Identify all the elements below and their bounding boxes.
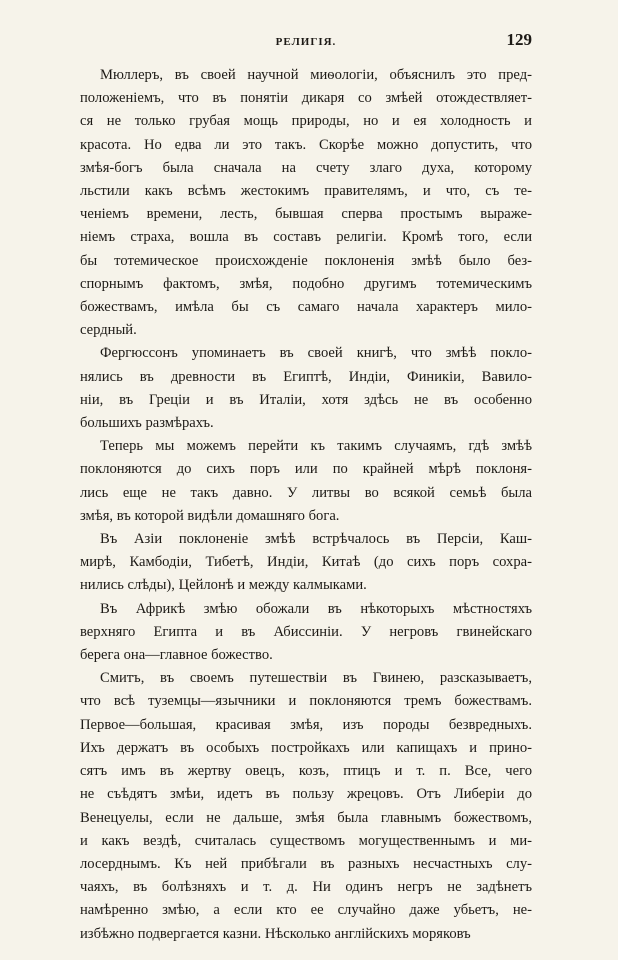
text-line: Теперь мы можемъ перейти къ такимъ случаямъ, гдѣ змѣѣ xyxy=(100,438,532,455)
body-text xyxy=(80,64,532,946)
text-line: поклоняются до сихъ поръ или по крайней мѣрѣ поклоня- xyxy=(80,461,532,478)
paragraph xyxy=(80,64,532,342)
paragraph xyxy=(80,342,532,435)
text-line: лись еще не такъ давно. У литвы во всякой семьѣ была xyxy=(80,484,532,501)
text-line: нялись въ древности въ Египтѣ, Индіи, Финикіи, Вавило- xyxy=(80,368,532,385)
text-line: нились слѣды), Цейлонѣ и между калмыками. xyxy=(80,577,367,594)
paragraph xyxy=(80,667,532,945)
text-line: Первое—большая, красивая змѣя, изъ породы безвредныхъ. xyxy=(80,716,532,733)
text-line: Смитъ, въ своемъ путешествіи въ Гвинею, разсказываетъ, xyxy=(100,670,532,687)
text-line: что всѣ туземцы—язычники и поклоняются тремъ божествамъ. xyxy=(80,693,532,710)
text-line: не съѣдятъ змѣи, идетъ въ пользу жрецовъ. Отъ Либеріи до xyxy=(80,786,532,803)
text-line: Ихъ держатъ въ особыхъ постройкахъ или капищахъ и прино- xyxy=(80,739,532,756)
text-line: Въ Африкѣ змѣю обожали въ нѣкоторыхъ мѣстностяхъ xyxy=(100,600,532,617)
text-line: красота. Но едва ли это такъ. Скорѣе можно допустить, что xyxy=(80,136,532,153)
text-line: божествамъ, имѣла бы съ самаго начала характеръ мило- xyxy=(80,299,532,316)
text-line: бы тотемическое происхожденіе поклоненія змѣѣ было без- xyxy=(80,252,532,269)
paragraph xyxy=(80,435,532,528)
text-line: Венецуелы, если не дальше, змѣя была главнымъ божествомъ, xyxy=(80,809,532,826)
text-line: и какъ вездѣ, считалась существомъ могущественнымъ и ми- xyxy=(80,832,532,849)
paragraph xyxy=(80,528,532,598)
text-line: большихъ размѣрахъ. xyxy=(80,415,214,432)
text-line: Мюллеръ, въ своей научной миѳологіи, объяснилъ это пред- xyxy=(100,67,532,83)
text-line: положеніемъ, что въ понятіи дикаря со змѣей отождествляет- xyxy=(80,90,532,107)
text-line: Фергюссонъ упоминаетъ въ своей книгѣ, что змѣѣ покло- xyxy=(100,345,532,362)
text-line: сятъ имъ въ жертву овецъ, козъ, птицъ и т. п. Все, чего xyxy=(80,763,532,780)
text-line: спорнымъ фактомъ, змѣя, подобно другимъ тотемическимъ xyxy=(80,275,532,292)
text-line: ніи, въ Греціи и въ Италіи, хотя здѣсь не въ особенно xyxy=(80,391,532,408)
text-line: берега она—главное божество. xyxy=(80,647,273,664)
text-line: змѣя-богъ была сначала на счету злаго духа, которому xyxy=(80,159,532,176)
text-line: ченіемъ времени, лесть, бывшая сперва простымъ выраже- xyxy=(80,206,532,223)
running-title: РЕЛИГІЯ. xyxy=(275,36,337,48)
text-line: льстили какъ всѣмъ жестокимъ правителямъ, и что, съ те- xyxy=(80,183,532,200)
page-header xyxy=(80,30,532,56)
text-line: змѣя, въ которой видѣли домашняго бога. xyxy=(80,507,340,524)
text-line: чаяхъ, въ болѣзняхъ и т. д. Ни одинъ негръ не задѣнетъ xyxy=(80,879,532,896)
text-line: избѣжно подвергается казни. Нѣсколько англійскихъ моряковъ xyxy=(80,925,471,942)
paragraph xyxy=(80,598,532,668)
text-line: Въ Азіи поклоненіе змѣѣ встрѣчалось въ Персіи, Каш- xyxy=(100,531,532,548)
page-number: 129 xyxy=(506,30,532,49)
text-line: лосерднымъ. Къ ней прибѣгали въ разныхъ несчастныхъ слу- xyxy=(80,855,532,872)
text-line: намѣренно змѣю, а если кто ее случайно даже убьетъ, не- xyxy=(80,902,532,919)
text-line: верхняго Египта и въ Абиссиніи. У негровъ гвинейскаго xyxy=(80,623,532,640)
text-line: сердный. xyxy=(80,322,137,339)
text-line: ся не только грубая мощь природы, но и ея холодность и xyxy=(80,113,532,130)
text-line: мирѣ, Камбодіи, Тибетѣ, Индіи, Китаѣ (до сихъ поръ сохра- xyxy=(80,554,532,571)
text-line: ніемъ страха, вошла въ составъ религіи. Кромѣ того, если xyxy=(80,229,532,246)
